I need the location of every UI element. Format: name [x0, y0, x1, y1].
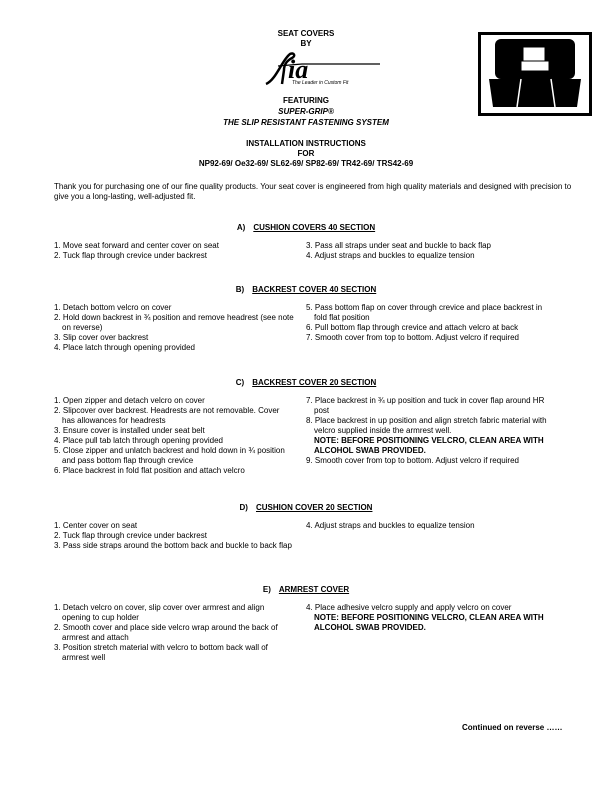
section-letter: A)	[236, 223, 246, 232]
step: 4. Place adhesive velcro supply and apply velcro on cover	[306, 603, 512, 612]
section-e	[0, 585, 612, 662]
doc-for: FOR	[297, 149, 315, 158]
section-title: CUSHION COVER 20 SECTION	[255, 503, 373, 512]
step: 8. Place backrest in up position and align stretch fabric material with velcro supplied inside the armrest well.	[306, 416, 547, 435]
model-list: NP92-69/ Oe32-69/ SL62-69/ SP82-69/ TR42-69/ TRS42-69	[198, 159, 414, 168]
svg-text:ia: ia	[288, 55, 309, 84]
step: 1. Detach velcro on cover, slip cover over armrest and align opening to cup holder	[54, 603, 265, 622]
step: 1. Center cover on seat	[54, 521, 138, 530]
section-letter: B)	[235, 285, 245, 294]
step: 7. Smooth cover from top to bottom. Adjust velcro if required	[306, 333, 519, 342]
section-d	[0, 503, 612, 550]
step: 3. Pass side straps around the bottom back and buckle to back flap	[54, 541, 292, 550]
section-a	[0, 223, 612, 260]
section-title: CUSHION COVERS 40 SECTION	[253, 223, 376, 232]
step: 6. Pull bottom flap through crevice and attach velcro at back	[306, 323, 519, 332]
section-b	[0, 285, 612, 352]
step: 4. Adjust straps and buckles to equalize tension	[306, 521, 475, 530]
section-title: BACKREST COVER 20 SECTION	[252, 378, 377, 387]
section-letter: E)	[262, 585, 271, 594]
section-letter: D)	[239, 503, 248, 512]
step: 5. Pass bottom flap on cover through crevice and place backrest in fold flat position	[306, 303, 543, 322]
doc-title: INSTALLATION INSTRUCTIONS	[246, 139, 366, 148]
velcro-note: NOTE: BEFORE POSITIONING VELCRO, CLEAN AREA WITH ALCOHOL SWAB PROVIDED.	[314, 436, 544, 455]
step: 4. Adjust straps and buckles to equalize tension	[306, 251, 475, 260]
step: 4. Place latch through opening provided	[54, 343, 195, 352]
step: 1. Open zipper and detach velcro on cover	[54, 396, 205, 405]
featuring: FEATURING	[282, 96, 330, 105]
step: 3. Position stretch material with velcro to bottom back wall of armrest well	[54, 643, 268, 662]
header-line2: BY	[300, 39, 312, 48]
step: 4. Place pull tab latch through opening provided	[54, 436, 224, 445]
section-letter: C)	[235, 378, 245, 387]
step: 2. Tuck flap through crevice under backrest	[54, 531, 207, 540]
rear-seat-illustration	[478, 32, 592, 116]
step: 5. Close zipper and unlatch backrest and hold down in ¾ position and pass bottom flap through crevice	[54, 446, 285, 465]
step: 1. Move seat forward and center cover on seat	[54, 241, 219, 250]
logo-tagline: The Leader in Custom Fit	[292, 80, 349, 86]
fia-logo	[262, 50, 382, 90]
step: 6. Place backrest in fold flat position and attach velcro	[54, 466, 245, 475]
step: 2. Hold down backrest in ¾ position and remove headrest (see note on reverse)	[54, 313, 294, 332]
product-name: SUPER-GRIP®	[278, 107, 334, 116]
step: 2. Smooth cover and place side velcro wrap around the back of armrest and attach	[54, 623, 278, 642]
step: 3. Slip cover over backrest	[54, 333, 149, 342]
section-title: ARMREST COVER	[278, 585, 350, 594]
section-title: BACKREST COVER 40 SECTION	[252, 285, 377, 294]
step: 2. Tuck flap through crevice under backrest	[54, 251, 207, 260]
intro-paragraph: Thank you for purchasing one of our fine quality products. Your seat cover is engineered from high quality materials and designed with precision to give you a long-lasting, well-adjusted fit.	[54, 182, 572, 201]
product-tagline: THE SLIP RESISTANT FASTENING SYSTEM	[223, 118, 389, 127]
step: 3. Pass all straps under seat and buckle to back flap	[306, 241, 491, 250]
step: 3. Ensure cover is installed under seat belt	[54, 426, 205, 435]
continued-note: Continued on reverse ……	[462, 723, 563, 732]
step: 2. Slipcover over backrest. Headrests are not removable. Cover has allowances for headrests	[54, 406, 280, 425]
header-line1: SEAT COVERS	[277, 29, 335, 38]
step: 7. Place backrest in ¾ up position and tuck in cover flap around HR post	[306, 396, 545, 415]
velcro-note: NOTE: BEFORE POSITIONING VELCRO, CLEAN AREA WITH ALCOHOL SWAB PROVIDED.	[314, 613, 544, 632]
step: 1. Detach bottom velcro on cover	[54, 303, 172, 312]
step: 9. Smooth cover from top to bottom. Adjust velcro if required	[306, 456, 519, 465]
section-c	[0, 378, 612, 475]
